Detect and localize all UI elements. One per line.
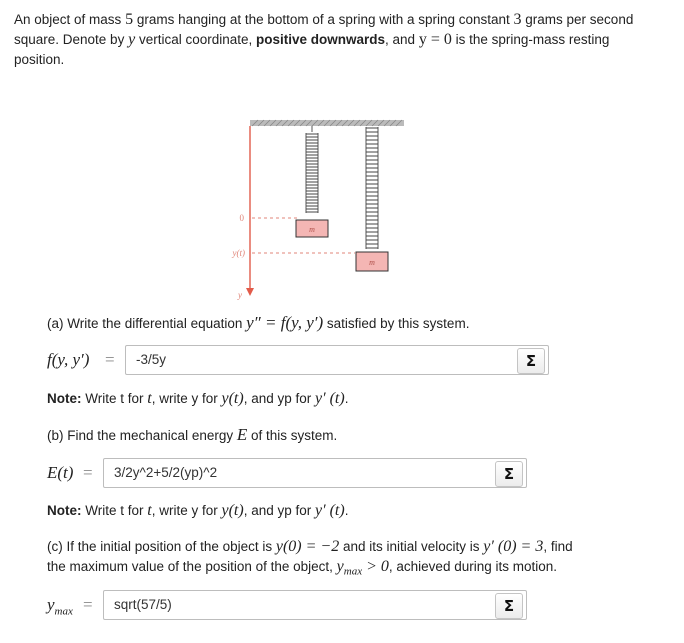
sigma-icon: Σ [503,465,515,483]
intro-text: is the spring-mass resting position. [14,32,610,67]
initial-position: y(0) = −2 [275,538,340,555]
equals-sign: = [83,463,93,482]
equals-sign: = [105,350,115,369]
ymax-subscript: max [343,565,363,578]
note-label: Note: [47,503,82,518]
prompt-text: the maximum value of the position of the object, [47,559,337,574]
spring-mass-diagram [200,100,410,310]
equation-editor-button[interactable] [495,461,523,487]
equation-editor-button[interactable] [495,593,523,619]
intro-text: grams per second square. Denote by [14,12,634,47]
prompt-text: , find [543,539,573,554]
part-c-answer-row [47,590,527,620]
answer-input-f[interactable] [125,345,549,375]
note-text: Write t for [81,503,148,518]
var-y: y [128,31,136,48]
mass-label: m [309,225,315,234]
sigma-icon: Σ [503,597,515,615]
problem-statement [14,10,654,70]
intro-text: An object of mass [14,12,126,27]
label-y: y [238,290,242,300]
equals-sign: = [83,595,93,614]
ymax-condition: > 0 [362,558,389,575]
emphasis-text: positive downwards [256,32,386,47]
spring-constant-value: 3 [513,11,522,28]
note-a [47,390,348,408]
answer-value: 3/2y^2+5/2(yp)^2 [114,465,218,480]
ymax-lhs-subscript: max [54,605,73,618]
note-math: y(t) [221,502,244,519]
note-text: Write t for [81,391,148,406]
note-math: y′ (t) [314,502,345,519]
intro-text: , and [385,32,419,47]
prompt-text: (b) Find the mechanical energy [47,428,237,443]
note-text: . [344,391,349,406]
answer-lhs [47,590,73,620]
equation-y-zero: y = 0 [418,31,452,48]
spring-displaced [366,127,378,249]
note-math: y(t) [221,390,244,407]
answer-input-ymax[interactable] [103,590,527,620]
note-math: y′ (t) [314,390,345,407]
spring-rest [306,126,318,213]
answer-lhs: f(y, y′) [47,350,90,369]
note-text: , and yp for [243,391,315,406]
note-math: t [147,502,152,519]
intro-text: vertical coordinate, [135,32,256,47]
sigma-icon: Σ [525,352,537,370]
mass-label: m [369,258,375,267]
prompt-text: and its initial velocity is [339,539,484,554]
answer-input-e[interactable] [103,458,527,488]
part-a-answer-row [47,345,552,375]
equation-editor-button[interactable] [517,348,545,374]
part-a-prompt [47,313,469,333]
part-b-prompt [47,425,337,445]
label-yt: y(t) [232,248,245,258]
prompt-text: satisfied by this system. [323,316,470,331]
label-zero: 0 [239,213,244,223]
ymax-symbol: y [336,558,344,575]
note-text: , write y for [151,503,222,518]
note-text: , write y for [151,391,222,406]
initial-velocity: y′ (0) = 3 [483,538,544,555]
differential-equation: y″ = f(y, y′) [246,313,324,332]
note-math: t [147,390,152,407]
intro-text: grams hanging at the bottom of a spring with a spring constant [133,12,514,27]
prompt-text: (a) Write the differential equation [47,316,247,331]
note-text: , and yp for [243,503,315,518]
prompt-text: , achieved during its motion. [388,559,557,574]
part-b-answer-row [47,458,527,488]
prompt-text: (c) If the initial position of the object is [47,539,276,554]
note-b [47,502,348,520]
answer-lhs: E(t) [47,463,74,482]
answer-value: -3/5y [136,352,167,367]
energy-symbol: E [236,425,248,444]
answer-value: sqrt(57/5) [114,597,172,612]
note-text: . [344,503,349,518]
part-c-prompt [47,537,647,582]
mass-value: 5 [125,11,134,28]
prompt-text: of this system. [247,428,338,443]
ymax-lhs: y [47,595,55,614]
note-label: Note: [47,391,82,406]
